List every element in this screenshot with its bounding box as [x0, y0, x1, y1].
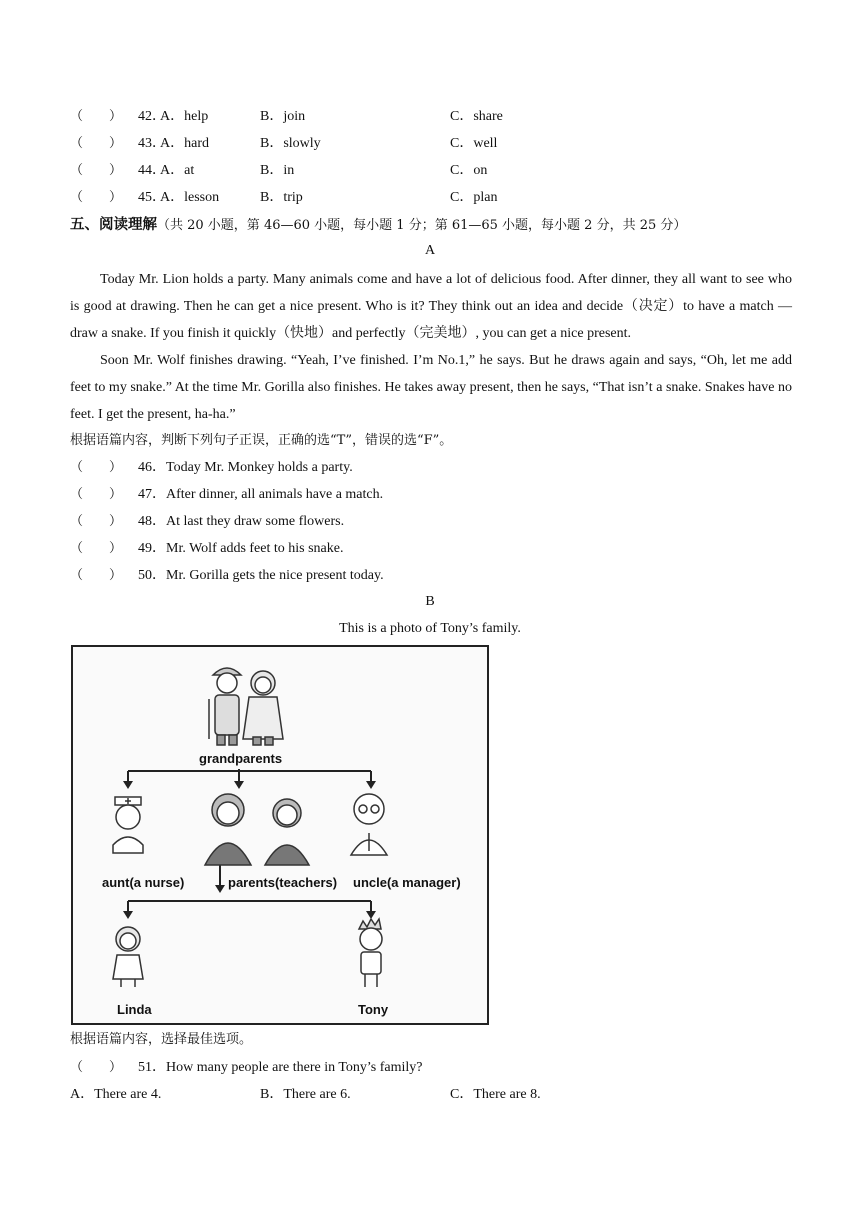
question-text: 51．How many people are there in Tony’s family?	[138, 1060, 423, 1075]
passage-a-instruction: 根据语篇内容，判断下列句子正误，正确的选“T”，错误的选“F”。	[70, 433, 453, 448]
question-number: 45．	[138, 190, 166, 205]
grandmother-icon	[243, 671, 283, 745]
answer-bracket[interactable]: （ ）	[70, 136, 123, 151]
option-c: C．well	[450, 136, 498, 151]
section-note: （共 20 小题，第 46—60 小题，每小题 1 分；第 61—65 小题，每小题 2 分，共 25 分）	[157, 218, 687, 233]
grandfather-icon	[209, 668, 241, 745]
option-b: B．There are 6.	[260, 1087, 351, 1102]
section-title: 五、阅读理解	[70, 217, 157, 233]
tf-question	[70, 485, 383, 505]
passage-b-instruction: 根据语篇内容，选择最佳选项。	[70, 1032, 253, 1047]
mc-options	[70, 1085, 770, 1105]
mc-question	[70, 1058, 423, 1078]
option-a: A．lesson	[160, 190, 220, 205]
option-b: B．join	[260, 109, 306, 124]
option-b: B．slowly	[260, 136, 321, 151]
option-a: A．at	[160, 163, 195, 178]
answer-bracket[interactable]: （ ）	[70, 109, 123, 124]
choice-question	[70, 134, 770, 154]
grandparents-label: grandparents	[199, 751, 283, 766]
option-c: C．share	[450, 109, 503, 124]
option-c: C．on	[450, 163, 488, 178]
tf-question	[70, 566, 384, 586]
choice-question	[70, 161, 770, 181]
uncle-label: uncle(a manager)	[353, 875, 461, 890]
tf-question	[70, 458, 353, 478]
question-text: 50．Mr. Gorilla gets the nice present today.	[138, 568, 384, 583]
answer-bracket[interactable]: （ ）	[70, 460, 123, 475]
tony-icon	[359, 919, 382, 987]
answer-bracket[interactable]: （ ）	[70, 541, 123, 556]
parents-label: parents(teachers)	[228, 875, 338, 890]
linda-label: Linda	[117, 1002, 152, 1017]
passage-a-paragraph-1: Today Mr. Lion holds a party. Many animals come and have a lot of delicious food. After dinner, they all want to see who is good at drawing. Then he can get a nice present. Who is it? They think out an idea and decide（决定）to have a match —draw a snake. If you finish it quickly（快地）and perfectly（完美地）, you can get a nice present.	[70, 272, 792, 341]
option-c: C．plan	[450, 190, 498, 205]
question-text: 46．Today Mr. Monkey holds a party.	[138, 460, 353, 475]
question-number: 43．	[138, 136, 166, 151]
answer-bracket[interactable]: （ ）	[70, 568, 123, 583]
tony-label: Tony	[358, 1002, 389, 1017]
option-b: B．trip	[260, 190, 303, 205]
linda-icon	[113, 927, 143, 987]
option-c: C．There are 8.	[450, 1087, 541, 1102]
question-text: 49．Mr. Wolf adds feet to his snake.	[138, 541, 344, 556]
answer-bracket[interactable]: （ ）	[70, 514, 123, 529]
choice-question	[70, 107, 770, 127]
question-number: 42．	[138, 109, 166, 124]
parents-icon	[205, 794, 309, 865]
answer-bracket[interactable]: （ ）	[70, 1060, 123, 1075]
answer-bracket[interactable]: （ ）	[70, 163, 123, 178]
choice-question	[70, 188, 770, 208]
passage-a-label: A	[424, 243, 436, 258]
family-tree-figure	[71, 645, 489, 1025]
option-a: A．help	[160, 109, 209, 124]
option-b: B．in	[260, 163, 295, 178]
answer-bracket[interactable]: （ ）	[70, 487, 123, 502]
question-text: 47．After dinner, all animals have a match.	[138, 487, 384, 502]
nurse-aunt-icon	[113, 797, 143, 853]
manager-uncle-icon	[351, 794, 387, 855]
question-number: 44．	[138, 163, 166, 178]
aunt-label: aunt(a nurse)	[102, 875, 185, 890]
passage-a-paragraph-2: Soon Mr. Wolf finishes drawing. “Yeah, I’ve finished. I’m No.1,” he says. But he draws again and says, “Oh, let me add feet to my snake.” At the time Mr. Gorilla also finishes. He takes away present, then he says, “That isn’t a snake. Snakes have no feet. I get the present, ha-ha.”	[70, 353, 792, 422]
answer-bracket[interactable]: （ ）	[70, 190, 123, 205]
question-text: 48．At last they draw some flowers.	[138, 514, 345, 529]
tf-question	[70, 539, 343, 559]
option-a: A．hard	[160, 136, 209, 151]
family-tree-drawing	[73, 647, 487, 1023]
section-heading	[70, 215, 686, 235]
tf-question	[70, 512, 344, 532]
passage-b-label: B	[425, 594, 435, 609]
passage-b-caption: This is a photo of Tony’s family.	[339, 621, 521, 636]
option-a: A．There are 4.	[70, 1087, 162, 1102]
